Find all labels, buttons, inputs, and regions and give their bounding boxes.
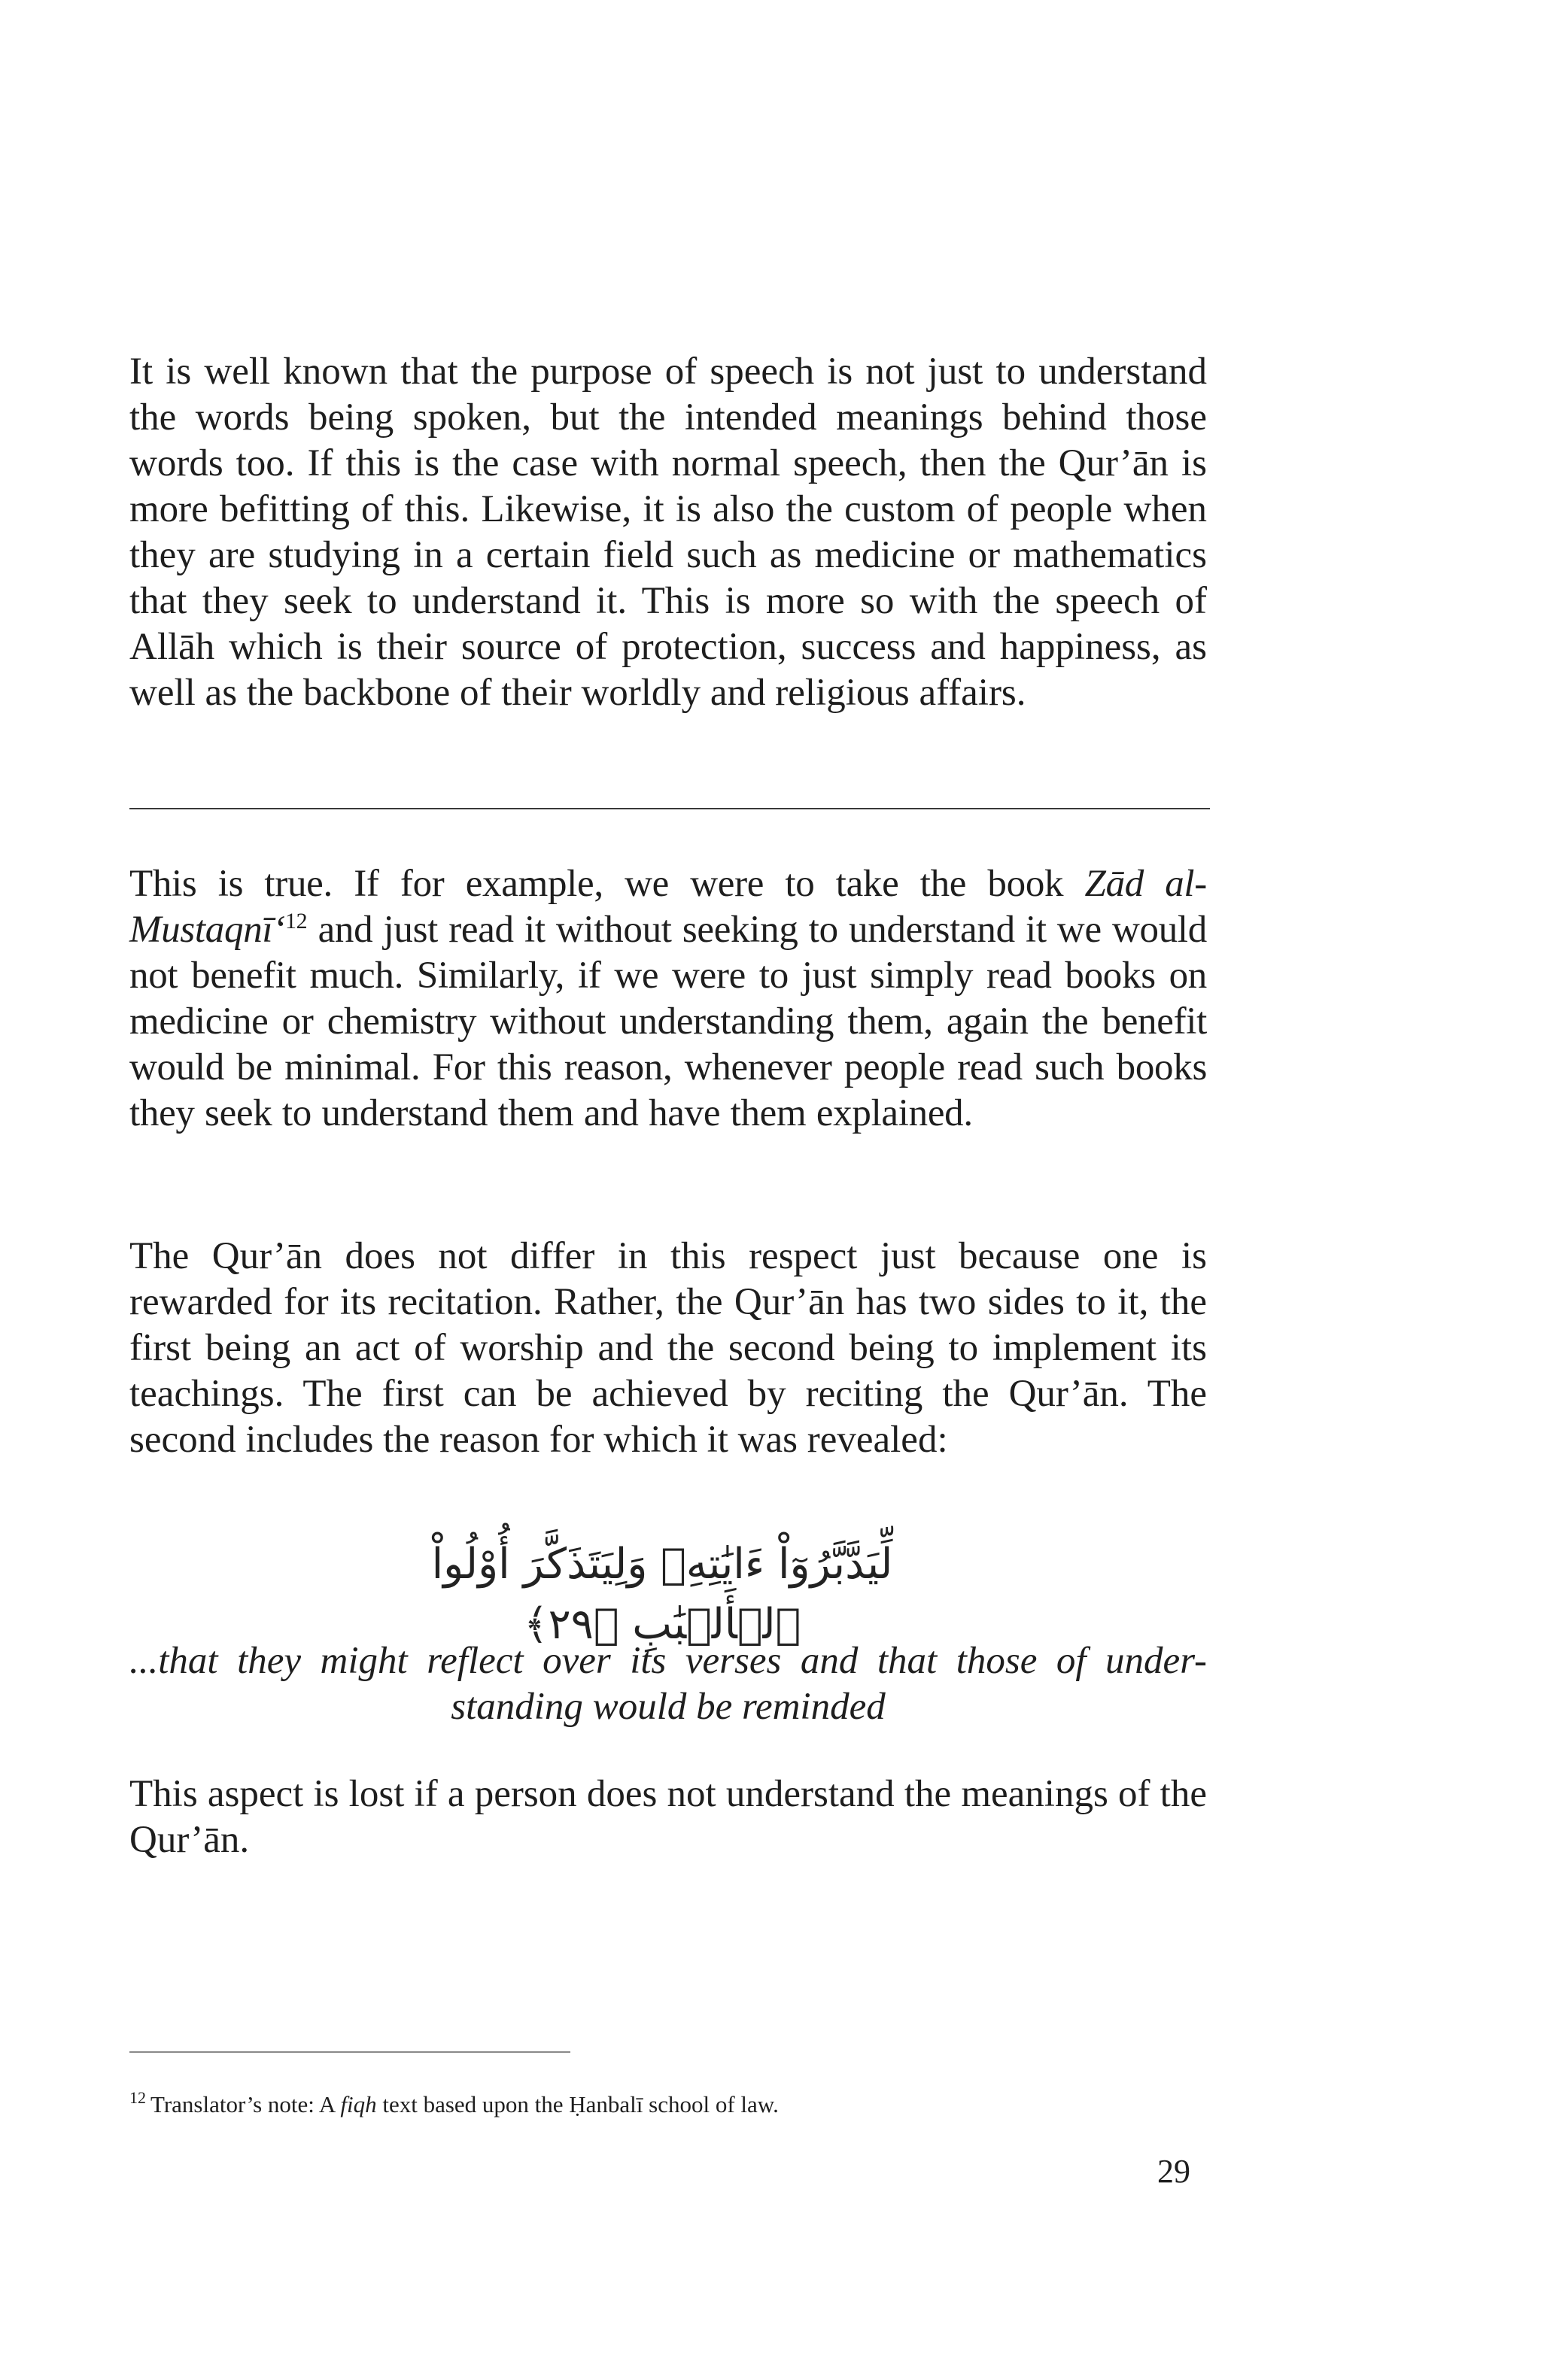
footnote-reference: 12 <box>284 909 308 933</box>
paragraph-purpose-of-speech: It is well known that the purpose of speech is not just to understand the words being spoken, but the intended meanings behind those words too. If this is the case with normal speech, then the Qur’ān is more befitting of this. Likewise, it is also the custom of people when they are studying in a certain field such as medicine or mathematics that they seek to understand it. This is more so with the speech of Allāh which is their source of protection, success and happiness, as well as the backbone of their worldly and religious affairs. <box>129 351 1207 714</box>
footnote-prefix: Translator’s note: A <box>150 2091 341 2117</box>
paragraph-text-before-title: This is true. If for example, we were to take the book <box>129 863 1085 905</box>
footnote-divider <box>129 2051 570 2053</box>
paragraph-text-after-title: and just read it without seeking to understand it we would not benefit much. Similarly, if we were to just simply read books on medicine or chemistry without understanding them, again the benefit would be minimal. For this reason, whenever people read such books they seek to understand them and have them explained. <box>129 909 1207 1134</box>
verse-translation-line-2: standing would be reminded <box>451 1686 886 1728</box>
paragraph-two-sides-of-quran: The Qur’ān does not differ in this respect just because one is rewarded for its recitation. Rather, the Qur’ān has two sides to it, the first being an act of worship and the second being to implement its teachings. The first can be achieved by reciting the Qur’ān. The second includes the reason for which it was revealed: <box>129 1235 1207 1461</box>
section-divider <box>129 808 1210 809</box>
page-number: 29 <box>1157 2153 1190 2190</box>
footnote-suffix: text based upon the Ḥanbalī school of law. <box>376 2091 779 2117</box>
quran-verse-arabic: لِّيَدَّبَّرُوٓاْ ءَايَٰتِهِۦ وَلِيَتَذَكَّرَ أُوْلُواْ ٱلۡأَلۡبَٰبِ ﴿٢٩﴾ <box>431 1540 893 1649</box>
footnote-12 <box>129 2090 779 2120</box>
paragraph-aspect-lost: This aspect is lost if a person does not understand the meanings of the Qur’ān. <box>129 1773 1207 1861</box>
verse-translation-line-1: ...that they might reflect over its verses and that those of under- <box>129 1640 1207 1682</box>
footnote-number: 12 <box>129 2088 146 2107</box>
book-title: Zād al-Mustaqnī‘ <box>129 863 1207 951</box>
verse-translation <box>129 1638 1207 1730</box>
footnote-term: fiqh <box>340 2091 377 2117</box>
paragraph-zad-al-mustaqni <box>129 861 1207 1137</box>
